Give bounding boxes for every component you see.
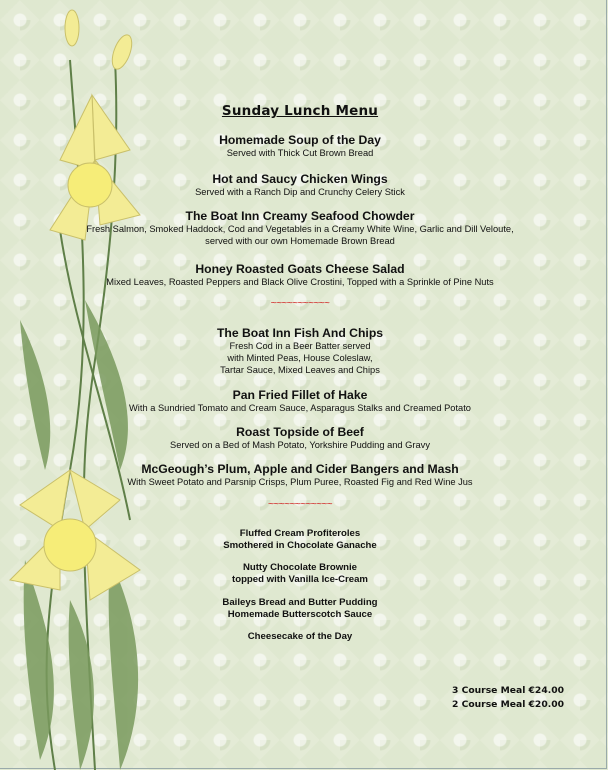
dish-wings [40,172,560,198]
separator-2: ~~~~~~~~~~~~ [267,499,333,510]
dish-name: Roast Topside of Beef [236,425,364,439]
dish-description: Served on a Bed of Mash Potato, Yorkshire Pudding and Gravy [170,440,430,450]
dessert-description: Smothered in Chocolate Ganache [223,539,377,551]
dessert-name: Baileys Bread and Butter Pudding [222,597,378,608]
menu-title: Sunday Lunch Menu [221,103,379,119]
dish-description: Fresh Cod in a Beer Batter served [229,341,371,351]
dish-description: With Sweet Potato and Parsnip Crisps, Plum Puree, Roasted Fig and Red Wine Jus [127,477,473,487]
dish-fish-and-chips [40,326,560,376]
dish-roast-beef [40,425,560,451]
dish-name: The Boat Inn Creamy Seafood Chowder [185,209,415,223]
dish-description: Served with Thick Cut Brown Bread [226,148,374,158]
dessert-name: Nutty Chocolate Brownie [242,562,358,573]
dish-soup [40,133,560,159]
dessert-description: Homemade Butterscotch Sauce [227,608,373,620]
dish-name: McGeough’s Plum, Apple and Cider Bangers and Mash [141,462,459,476]
dessert-description: topped with Vanilla Ice-Cream [232,573,368,585]
dessert-cheesecake [40,631,560,643]
dish-name: The Boat Inn Fish And Chips [216,326,384,340]
dish-name: Homemade Soup of the Day [219,133,381,147]
dish-description: served with our own Homemade Brown Bread [205,236,395,246]
course-prices [452,684,564,712]
dish-description: Served with a Ranch Dip and Crunchy Celery Stick [195,187,405,197]
dish-hake [40,388,560,414]
dish-description: Fresh Salmon, Smoked Haddock, Cod and Vegetables in a Creamy White Wine, Garlic and Dill Veloute, [86,224,514,234]
dish-description: Tartar Sauce, Mixed Leaves and Chips [220,365,380,375]
price-2-course: 2 Course Meal €20.00 [452,699,564,710]
dish-description: With a Sundried Tomato and Cream Sauce, Asparagus Stalks and Creamed Potato [129,403,471,413]
dish-bangers-and-mash [40,462,560,488]
dish-goats-cheese-salad [40,262,560,288]
dessert-bread-pudding [40,597,560,620]
dessert-name: Fluffed Cream Profiteroles [239,528,361,539]
dish-description: with Minted Peas, House Coleslaw, [227,353,373,363]
dish-chowder [40,209,560,247]
dish-name: Pan Fried Fillet of Hake [232,388,368,402]
dessert-profiteroles [40,528,560,551]
price-3-course: 3 Course Meal €24.00 [452,685,564,696]
dish-name: Honey Roasted Goats Cheese Salad [195,262,405,276]
dessert-name: Cheesecake of the Day [247,631,353,642]
dish-description: Mixed Leaves, Roasted Peppers and Black Olive Crostini, Topped with a Sprinkle of Pine Nuts [106,277,494,287]
separator-1: ~~~~~~~~~~~ [270,298,330,309]
dessert-brownie [40,562,560,585]
dish-name: Hot and Saucy Chicken Wings [212,172,388,186]
